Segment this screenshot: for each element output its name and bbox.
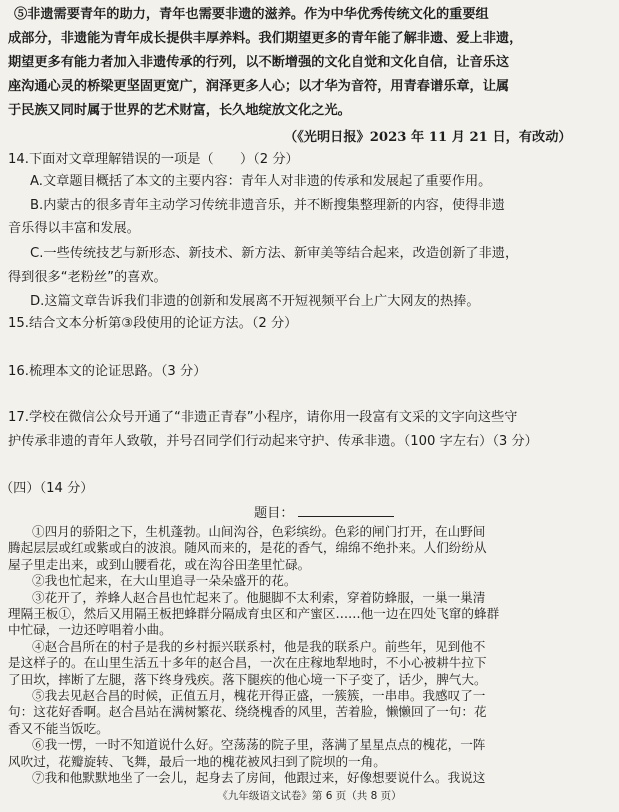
passage-line: 于民族又同时属于世界的艺术财富，长久地绽放文化之光。 xyxy=(8,103,351,118)
story-line: ⑥我一愣，一时不知道说什么好。空荡荡的院子里，落满了星星点点的槐花，一阵 xyxy=(32,737,486,752)
passage-line: 座沟通心灵的桥梁更坚固更宽广，润泽更多人心；以才华为音符，用青春谱乐章，让属 xyxy=(8,79,510,94)
story-line: 腾起层层或红或紫或白的波浪。随风而来的，是花的香气，绵绵不绝扑来。人们纷纷从 xyxy=(8,540,487,555)
story-line: 理隔王板①，然后又用隔王板把蜂群分隔成育虫区和产蜜区……他一边在四处飞窜的蜂群 xyxy=(8,606,500,621)
source-citation: （《光明日报》2023 年 11 月 21 日，有改动） xyxy=(284,130,572,145)
story-line: ②我也忙起来，在大山里追寻一朵朵盛开的花。 xyxy=(32,573,297,588)
option-d: D.这篇文章告诉我们非遗的创新和发展离不开短视频平台上广大网友的热捧。 xyxy=(30,294,480,309)
story-line: 香又不能当饭吃。 xyxy=(8,721,109,736)
passage-line: 期望更多有能力者加入非遗传承的行列，以不断增强的文化自觉和文化自信，让音乐这 xyxy=(8,55,510,70)
story-line: 句：这花好香啊。赵合昌站在满树繁花、绕绕槐香的风里，苦着脸，懒懒回了一句：花 xyxy=(8,704,487,719)
story-line: ⑤我去见赵合昌的时候，正值五月，槐花开得正盛，一簇簇，一串串。我感叹了一 xyxy=(32,688,486,703)
passage-line: 成部分，非遗能为青年成长提供丰厚养料。我们期望更多的青年能了解非遗、爱上非遗， xyxy=(8,31,523,46)
option-c-cont: 得到很多“老粉丝”的喜欢。 xyxy=(8,270,167,285)
page-footer: 《九年级语文试卷》第 6 页（共 8 页） xyxy=(217,790,402,802)
passage-line: ⑤非遗需要青年的助力，青年也需要非遗的滋养。作为中华优秀传统文化的重要组 xyxy=(14,7,489,22)
story-line: 了田坎，摔断了左腿，落下终身残疾。落下腿疾的他心境一下子变了，话少，脾气大。 xyxy=(8,672,487,687)
story-line: 是这样子的。在山里生活五十多年的赵合昌，一次在庄稼地犁地时，不小心被耕牛拉下 xyxy=(8,655,487,670)
story-line: ①四月的骄阳之下，生机蓬勃。山间沟谷，色彩缤纷。色彩的闸门打开，在山野间 xyxy=(32,524,486,539)
story-line: ③花开了，养蜂人赵合昌也忙起来了。他腿脚不太利索，穿着防蜂服，一巢一巢清 xyxy=(32,590,486,605)
question-17-cont: 护传承非遗的青年人致敬，并号召同学们行动起来守护、传承非遗。（100 字左右）（3 分） xyxy=(8,434,538,449)
title-row xyxy=(254,502,454,522)
story-line: ⑦我和他默默地坐了一会儿，起身去了房间，他跟过来，好像想要说什么。我说这 xyxy=(32,770,486,785)
question-16: 16.梳理本文的论证思路。（3 分） xyxy=(8,364,207,379)
story-line: 屋子里走出来，或到山腰看花，或在沟谷田垄里忙碌。 xyxy=(8,557,311,572)
story-line: 中忙碌，一边还哼唱着小曲。 xyxy=(8,622,172,637)
option-a: A.文章题目概括了本文的主要内容：青年人对非遗的传承和发展起了重要作用。 xyxy=(30,174,492,189)
title-blank xyxy=(298,502,394,517)
option-b-cont: 音乐得以丰富和发展。 xyxy=(8,221,140,236)
option-c: C.一些传统技艺与新形态、新技术、新方法、新审美等结合起来，改造创新了非遗， xyxy=(30,246,519,261)
story-line: 风吹过，花瓣旋转、飞舞，最后一地的槐花被风扫到了院坝的一角。 xyxy=(8,754,386,769)
option-b: B.内蒙古的很多青年主动学习传统非遗音乐，并不断搜集整理新的内容，使得非遗 xyxy=(30,198,505,213)
question-15: 15.结合文本分析第③段使用的论证方法。（2 分） xyxy=(8,316,298,331)
section-header: （四）（14 分） xyxy=(0,481,94,496)
title-label: 题目： xyxy=(254,506,294,521)
question-14: 14.下面对文章理解错误的一项是（ ）（2 分） xyxy=(8,152,299,167)
question-17: 17.学校在微信公众号开通了“非遗正青春”小程序，请你用一段富有文采的文字向这些守 xyxy=(8,410,518,425)
story-line: ④赵合昌所在的村子是我的乡村振兴联系村，他是我的联系户。前些年，见到他不 xyxy=(32,639,486,654)
